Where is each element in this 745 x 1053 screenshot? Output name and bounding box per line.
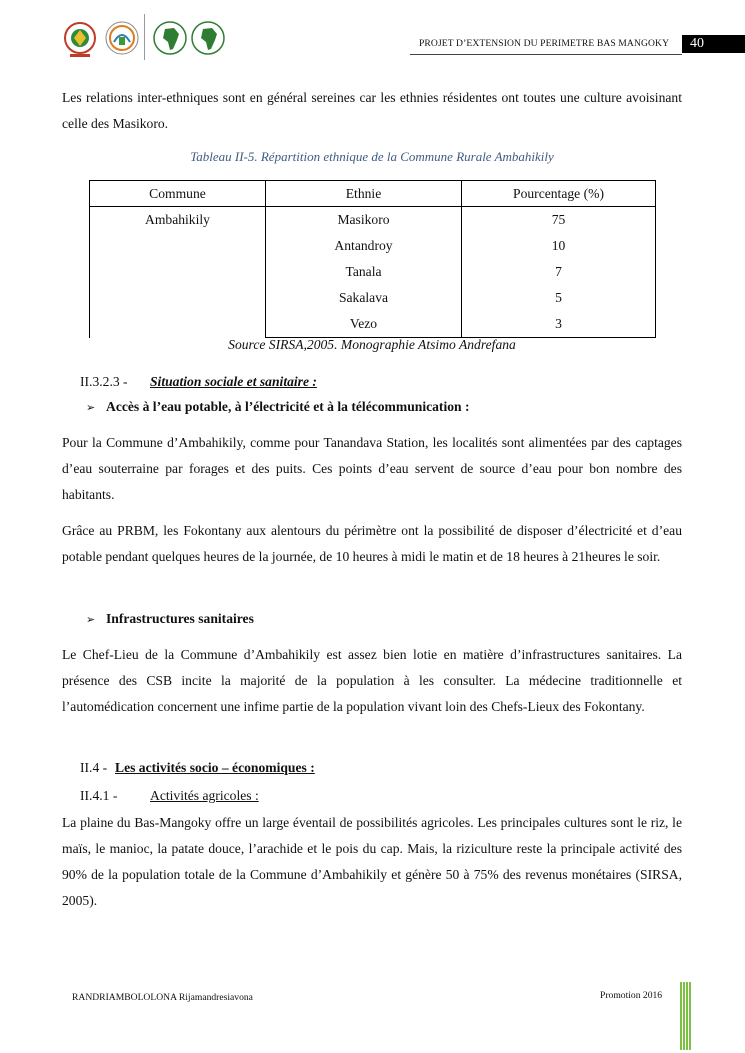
section-number: II.4.1 - (80, 788, 118, 803)
col-header-pourcentage: Pourcentage (%) (462, 181, 656, 207)
table-source: Source SIRSA,2005. Monographie Atsimo Andrefana (228, 337, 516, 352)
ethnie-cell: Masikoro (266, 207, 462, 234)
pct-cell: 3 (462, 311, 656, 338)
table-header-row (90, 181, 656, 207)
ethnie-cell: Antandroy (266, 233, 462, 259)
section-number: II.4 - (80, 760, 108, 775)
section-title: Les activités socio – économiques : (115, 760, 315, 775)
section-number: II.3.2.3 - (80, 374, 128, 389)
page-header (0, 0, 745, 70)
section-title: Situation sociale et sanitaire : (150, 374, 317, 389)
afdb-logo-2 (190, 20, 226, 60)
col-header-commune: Commune (90, 181, 266, 207)
section-heading-agriculture (80, 788, 259, 804)
ethnie-cell: Sakalava (266, 285, 462, 311)
arrow-bullet-icon: ➢ (86, 613, 96, 626)
paragraph-health: Le Chef-Lieu de la Commune d’Ambahikily est assez bien lotie en matière d’infrastructures sanitaires. La présence des CSB incite la majorité de la population à les consulter. La médecine traditionnelle et l’automédication concernent une infime partie de la population vivant loin des Chefs-Lieux des Fokontany. (62, 647, 682, 714)
pct-cell: 5 (462, 285, 656, 311)
col-header-ethnie: Ethnie (266, 181, 462, 207)
bullet-health (86, 611, 254, 627)
bullet-water-electricity (86, 399, 470, 415)
project-title: PROJET D’EXTENSION DU PERIMETRE BAS MANGOKY (419, 38, 670, 49)
intro-paragraph: Les relations inter-ethniques sont en général sereines car les ethnies résidentes ont toutes une culture avoisinant celle des Masikoro. (62, 90, 682, 131)
pct-cell: 75 (462, 207, 656, 234)
section-title: Activités agricoles : (150, 788, 259, 803)
section-heading-social (80, 374, 317, 390)
ethnie-cell: Tanala (266, 259, 462, 285)
table-row (90, 207, 656, 234)
arrow-bullet-icon: ➢ (86, 401, 96, 414)
section-heading-socio-economic (80, 760, 315, 776)
footer-author: RANDRIAMBOLOLONA Rijamandresiavona (72, 992, 253, 1003)
university-logo (104, 20, 140, 60)
paragraph-agriculture: La plaine du Bas-Mangoky offre un large éventail de possibilités agricoles. Les principales cultures sont le riz, le maïs, le manioc, la patate douce, l’arachide et le pois du cap. Mais, la riziculture reste la principale activité des 90% de la population totale de la Commune d’Ambahikily et génère 50 à 75% des revenus monétaires (SIRSA, 2005). (62, 815, 682, 908)
bullet-label: Infrastructures sanitaires (106, 611, 254, 626)
footer-promotion: Promotion 2016 (600, 990, 663, 1001)
pct-cell: 10 (462, 233, 656, 259)
ministry-logo (62, 20, 98, 60)
afdb-logo (152, 20, 188, 60)
ethnie-cell: Vezo (266, 311, 462, 338)
commune-cell: Ambahikily (90, 207, 266, 338)
page-number: 40 (682, 35, 745, 53)
bullet-label: Accès à l’eau potable, à l’électricité et à la télécommunication : (106, 399, 470, 414)
ethnic-table (89, 180, 656, 338)
paragraph-prbm: Grâce au PRBM, les Fokontany aux alentours du périmètre ont la possibilité de disposer d’électricité et d’eau potable pendant quelques heures de la journée, de 10 heures à midi le matin et de 18 heures à 21heures le soir. (62, 523, 682, 564)
paragraph-water: Pour la Commune d’Ambahikily, comme pour Tanandava Station, les localités sont alimentées par des captages d’eau souterraine par forages et des puits. Ces points d’eau servent de source d’eau pour bon nombre des habitants. (62, 435, 682, 502)
header-rule (410, 54, 682, 55)
footer-decoration (680, 982, 690, 1050)
logo-divider (144, 14, 145, 60)
table-caption: Tableau II-5. Répartition ethnique de la Commune Rurale Ambahikily (190, 149, 554, 164)
pct-cell: 7 (462, 259, 656, 285)
